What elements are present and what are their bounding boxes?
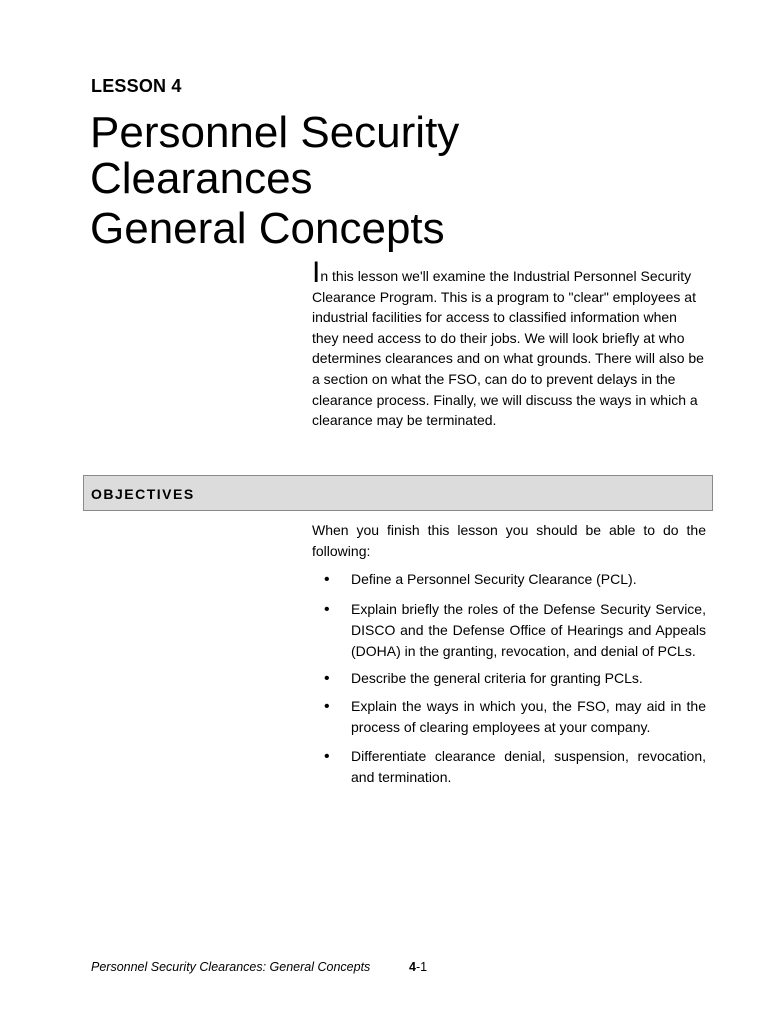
footer-title: Personnel Security Clearances: General Concepts <box>91 960 371 974</box>
objective-item: • Differentiate clearance denial, suspension, revocation, and termination. <box>320 746 706 788</box>
page-title <box>90 110 459 252</box>
page-footer <box>91 960 428 974</box>
objective-item: • Define a Personnel Security Clearance (PCL). <box>320 569 706 590</box>
intro-drop-cap: I <box>312 256 321 289</box>
objective-item: • Explain briefly the roles of the Defense Security Service, DISCO and the Defense Office of Hearings and Appeals (DOHA) in the granting, revocation, and denial of PCLs. <box>320 599 706 662</box>
objectives-lead: When you finish this lesson you should be able to do the following: <box>312 522 706 559</box>
objectives-list <box>320 569 706 788</box>
page-number <box>409 960 427 974</box>
page-number-value: 1 <box>420 960 428 974</box>
objectives-header-bar <box>83 475 713 511</box>
title-line-1: Personnel Security <box>90 108 460 157</box>
title-line-2: Clearances <box>90 154 313 203</box>
page-chapter: 4 <box>409 960 416 974</box>
objective-item: • Explain the ways in which you, the FSO, may aid in the process of clearing employees at your company. <box>320 696 706 738</box>
lesson-label: LESSON 4 <box>91 76 182 96</box>
intro-text: n this lesson we'll examine the Industrial Personnel Security Clearance Program. This is a program to "clear" employees at industrial facilities for access to classified information when they need access to do their jobs. We will look briefly at who determines clearances and on what grounds. There will also be a section on what the FSO, can do to prevent delays in the clearance process. Finally, we will discuss the ways in which a clearance may be terminated. <box>312 268 704 429</box>
objectives-heading: OBJECTIVES <box>91 486 195 502</box>
page-separator: - <box>415 960 421 974</box>
objective-item: • Describe the general criteria for granting PCLs. <box>320 668 706 689</box>
title-line-3: General Concepts <box>90 204 445 253</box>
intro-paragraph <box>312 256 704 431</box>
